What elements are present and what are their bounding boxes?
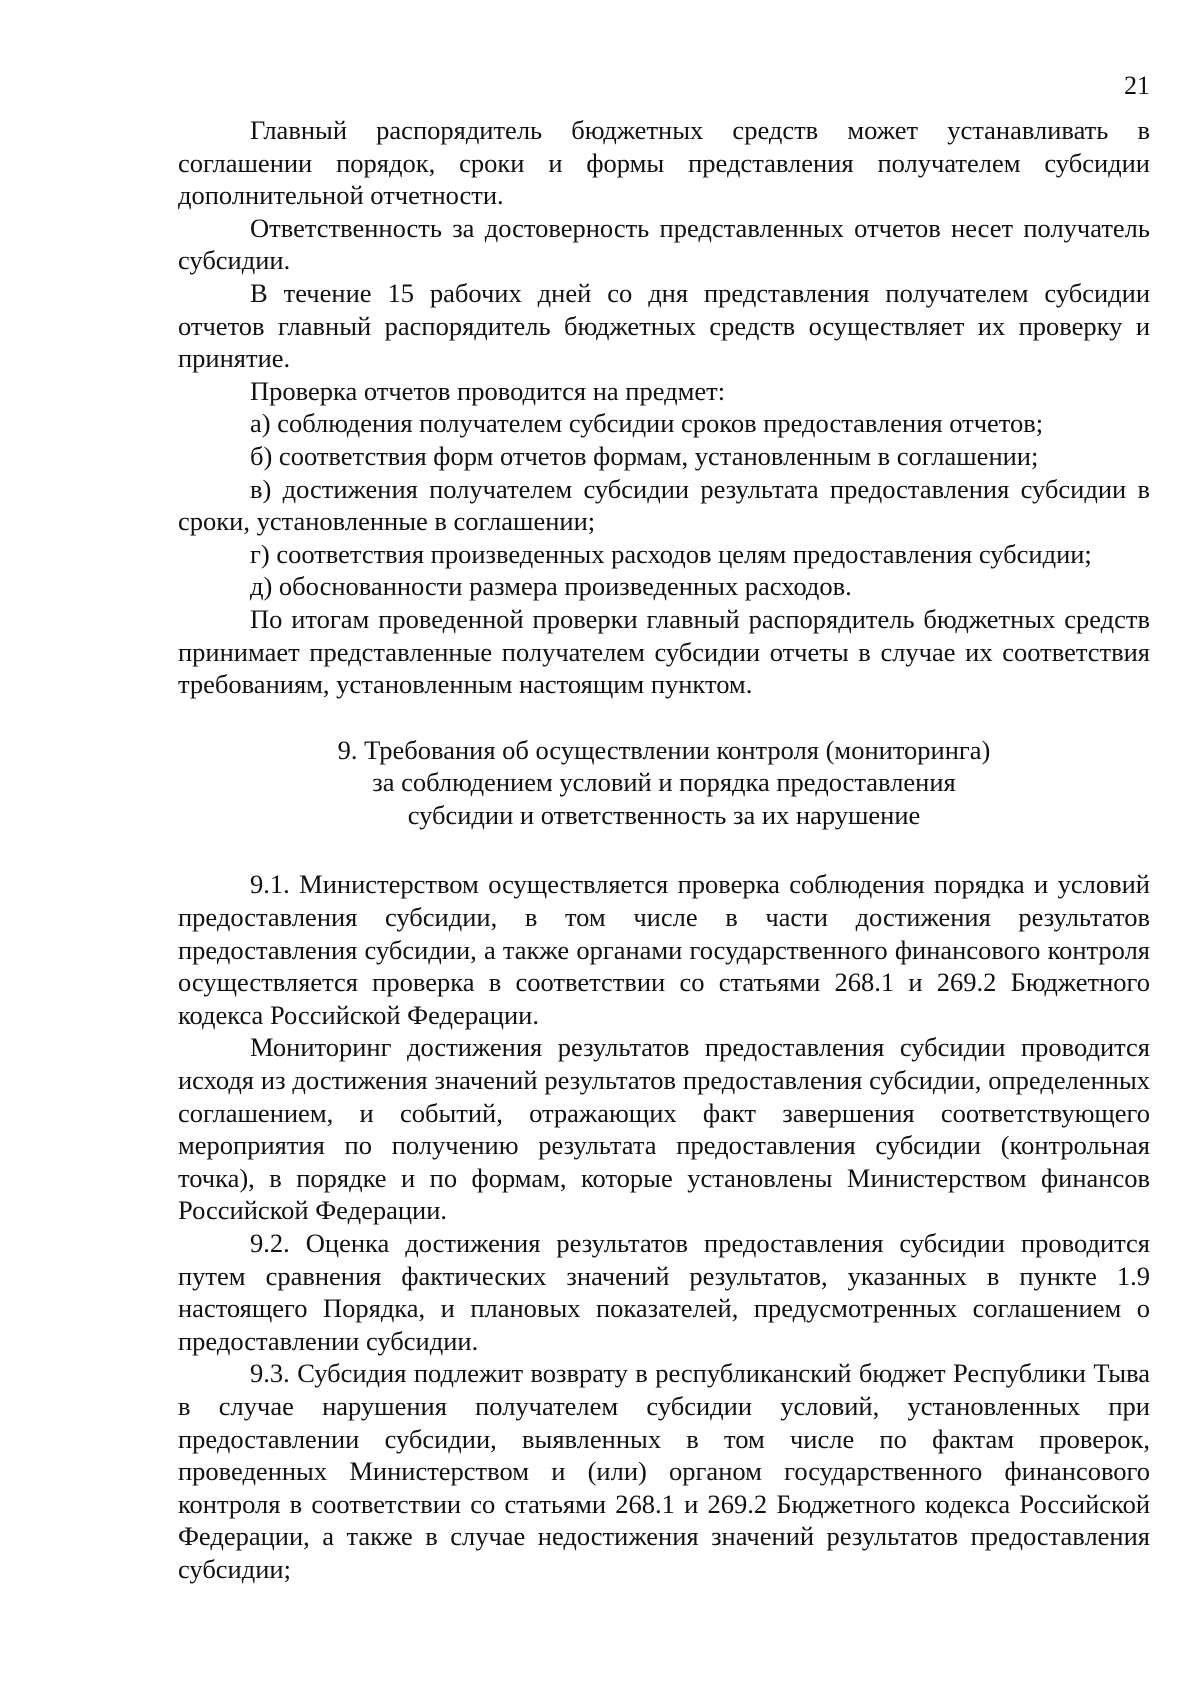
paragraph-monitoring: Мониторинг достижения результатов предоставления субсидии проводится исходя из достижения значений результатов предоставления субсидии, определенных соглашением, и событий, отражающих факт завершения соответствующего мероприятия по получению результата предоставления субсидии (контрольная точка), в порядке и по формам, которые установлены Министерством финансов Российской Федерации. xyxy=(178,1032,1150,1226)
section-heading-line-2: за соблюдением условий и порядка предоставления xyxy=(372,767,956,798)
paragraph-responsibility: Ответственность за достоверность представленных отчетов несет получатель субсидии. xyxy=(178,212,1150,276)
section-heading-line-1: 9. Требования об осуществлении контроля (мониторинга) xyxy=(337,734,991,765)
list-item-d: д) обоснованности размера произведенных расходов. xyxy=(250,571,852,602)
paragraph-review-result: По итогам проведенной проверки главный распорядитель бюджетных средств принимает представленные получателем субсидии отчеты в случае их соответствия требованиям, установленным настоящим пунктом. xyxy=(178,603,1150,700)
paragraph-review-period: В течение 15 рабочих дней со дня представления получателем субсидии отчетов главный распорядитель бюджетных средств осуществляет их проверку и принятие. xyxy=(178,277,1150,374)
list-item-b: б) соответствия форм отчетов формам, установленным в соглашении; xyxy=(250,440,1039,471)
list-item-a: а) соблюдения получателем субсидии сроков предоставления отчетов; xyxy=(250,408,1044,439)
intro-section xyxy=(178,114,1150,701)
list-item-v: в) достижения получателем субсидии результата предоставления субсидии в сроки, установленные в соглашении; xyxy=(178,473,1150,537)
document-page xyxy=(178,70,1150,1586)
section-heading-line-3: субсидии и ответственность за их нарушение xyxy=(407,799,921,830)
page-number: 21 xyxy=(1124,71,1150,100)
paragraph-9-3: 9.3. Субсидия подлежит возврату в республиканский бюджет Республики Тыва в случае нарушения получателем субсидии условий, установленных при предоставлении субсидии, выявленных в том числе по фактам проверок, проведенных Министерством и (или) органом государственного финансового контроля в соответствии со статьями 268.1 и 269.2 Бюджетного кодекса Российской Федерации, а также в случае недостижения значений результатов предоставления субсидии; xyxy=(178,1358,1150,1584)
paragraph-additional-reporting: Главный распорядитель бюджетных средств может устанавливать в соглашении порядок, сроки и формы представления получателем субсидии дополнительной отчетности. xyxy=(178,115,1150,211)
list-item-g: г) соответствия произведенных расходов целям предоставления субсидии; xyxy=(250,538,1092,569)
section-heading xyxy=(178,734,1150,832)
paragraph-review-subject: Проверка отчетов проводится на предмет: xyxy=(250,375,726,406)
paragraph-9-2: 9.2. Оценка достижения результатов предоставления субсидии проводится путем сравнения фактических значений результатов, указанных в пункте 1.9 настоящего Порядка, и плановых показателей, предусмотренных соглашением о предоставлении субсидии. xyxy=(178,1228,1150,1356)
paragraph-9-1: 9.1. Министерством осуществляется проверка соблюдения порядка и условий предоставления субсидии, в том числе в части достижения результатов предоставления субсидии, а также органами государственного финансового контроля осуществляется проверка в соответствии со статьями 268.1 и 269.2 Бюджетного кодекса Российской Федерации. xyxy=(178,869,1150,1030)
section-9-body xyxy=(178,868,1150,1585)
